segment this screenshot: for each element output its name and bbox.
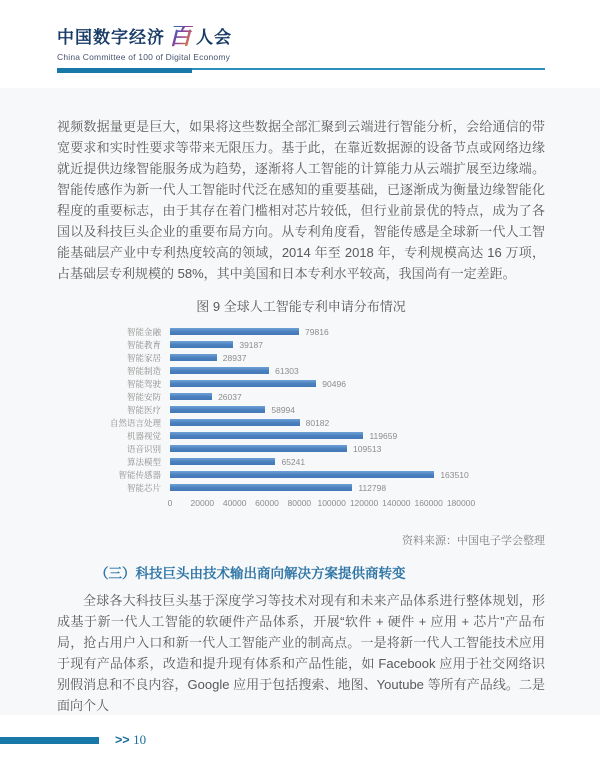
category-label: 智能家居 [126,352,161,363]
chart-row [103,325,545,338]
category-label: 智能制造 [126,365,161,376]
bar-track [170,328,461,335]
paragraph-tech-giants: 全球各大科技巨头基于深度学习等技术对现有和未来产品体系进行整体规划，形成基于新一代人工智能的软硬件产品体系，开展“软件 + 硬件 + 应用 + 芯片”产品布局，抢占用户入口和新一代人工智能产业的制高点。一是将新一代人工智能技术应用于现有产品体系，改造和提升现有体系和产品性能，如 Facebook 应用于社交网络识别假消息和不良内容，Google 应用于包括搜索、地图、Youtube 等所有产品线。二是面向个人 [57,593,545,713]
category-label: 机器视觉 [126,430,161,441]
bar [170,406,265,413]
category-label: 自然语言处理 [109,417,161,428]
chart-row [103,481,545,494]
page-footer [0,715,600,783]
value-label: 61303 [275,366,299,376]
chart-row [103,455,545,468]
value-label: 163510 [440,470,469,480]
chart-row [103,403,545,416]
bar [170,445,347,452]
value-label: 28937 [222,353,247,363]
bar [170,471,434,478]
chart-row [103,442,545,455]
category-label: 智能传感器 [118,469,161,480]
bar-track [170,484,461,491]
category-label: 智能医疗 [126,404,161,415]
value-label: 79816 [305,327,329,337]
logo-chinese-title [57,23,545,50]
category-label: 智能驾驶 [126,378,161,389]
value-label: 90496 [322,379,346,389]
bar-track [170,367,461,374]
content-area [0,88,600,715]
header-rule-thin-segment [192,68,545,70]
chart-title: 图 9 全球人工智能专利申请分布情况 [196,299,406,314]
logo-100-glyph: 百 [168,23,193,50]
value-label: 58994 [271,405,295,415]
x-tick-label: 60000 [255,498,279,508]
logo-text-left: 中国数字经济 [57,28,165,48]
logo-english-subtitle: China Committee of 100 of Digital Economy [57,51,231,62]
header-rule [57,68,545,73]
value-label: 80182 [305,418,330,428]
page-header [0,0,600,88]
bar [170,484,352,491]
bar [170,354,217,361]
x-axis [167,498,476,512]
bar [170,367,269,374]
patent-bar-chart [103,325,545,512]
x-tick-label: 40000 [222,498,247,508]
header-rule-thick-segment [57,68,192,73]
bar [170,341,233,348]
bar [170,419,300,426]
bar-track [170,354,461,361]
section-heading: （三）科技巨头由技术输出商向解决方案提供商转变 [95,566,406,581]
bar [170,432,363,439]
value-label: 26037 [218,392,242,402]
bar-track [170,380,461,387]
x-tick-label: 120000 [349,498,379,508]
category-label: 智能芯片 [126,482,161,493]
bar [170,393,212,400]
logo-text-right: 人会 [196,28,232,48]
bar [170,458,275,465]
x-tick-label: 140000 [382,498,411,508]
value-label: 65241 [281,457,306,467]
x-tick-label: 20000 [190,498,215,508]
category-label: 语音识别 [126,443,161,454]
page-number [115,732,146,748]
category-label: 算法模型 [126,456,161,467]
bar-track [170,445,461,452]
category-label: 智能安防 [126,391,161,402]
value-label: 109513 [353,444,382,454]
logo [57,23,545,62]
page-marker: >> [115,733,130,747]
x-tick-label: 0 [167,498,173,508]
value-label: 112798 [358,483,387,493]
chart-row [103,416,545,429]
x-tick-label: 100000 [317,498,346,508]
x-tick-label: 180000 [446,498,476,508]
value-label: 39187 [239,340,263,350]
bar-track [170,341,461,348]
bar [170,380,316,387]
chart-row [103,377,545,390]
paragraph-edge-intelligence: 视频数据量更是巨大，如果将这些数据全部汇聚到云端进行智能分析，会给通信的带宽要求和实时性要求等带来无限压力。基于此，在靠近数据源的设备节点或网络边缘就近提供边缘智能服务成为趋势，逐渐将人工智能的计算能力从云端扩展至边缘端。智能传感作为新一代人工智能时代泛在感知的重要基础，已逐渐成为衡量边缘智能化程度的重要标志，由于其存在着门槛相对芯片较低，但行业前景优的特点，成为了各国以及科技巨头企业的重要布局方向。从专利角度看，智能传感是全球新一代人工智能基础层产业中专利热度较高的领域，2014 年至 2018 年，专利规模高达 16 万项，占基础层专利规模的 58%，其中美国和日本专利水平较高，我国尚有一定差距。 [57,119,545,281]
bar-track [170,470,469,480]
chart-row [103,429,545,442]
category-label: 智能教育 [126,339,161,350]
chart-row [103,364,545,377]
footer-accent-bar [0,737,99,744]
bar-plot [103,325,545,494]
value-label: 119659 [369,431,398,441]
page-number-value: 10 [133,732,147,747]
bar-track [170,432,461,439]
chart-row [103,468,545,481]
chart-row [103,351,545,364]
bar-track [170,419,461,426]
bar-track [170,406,461,413]
category-label: 智能金融 [126,326,161,337]
x-tick-label: 160000 [414,498,443,508]
chart-source: 资料来源：中国电子学会整理 [402,535,545,547]
chart-row [103,338,545,351]
bar [170,328,299,335]
x-tick-label: 80000 [287,498,312,508]
bar-track [170,393,461,400]
chart-row [103,390,545,403]
bar-track [170,458,461,465]
